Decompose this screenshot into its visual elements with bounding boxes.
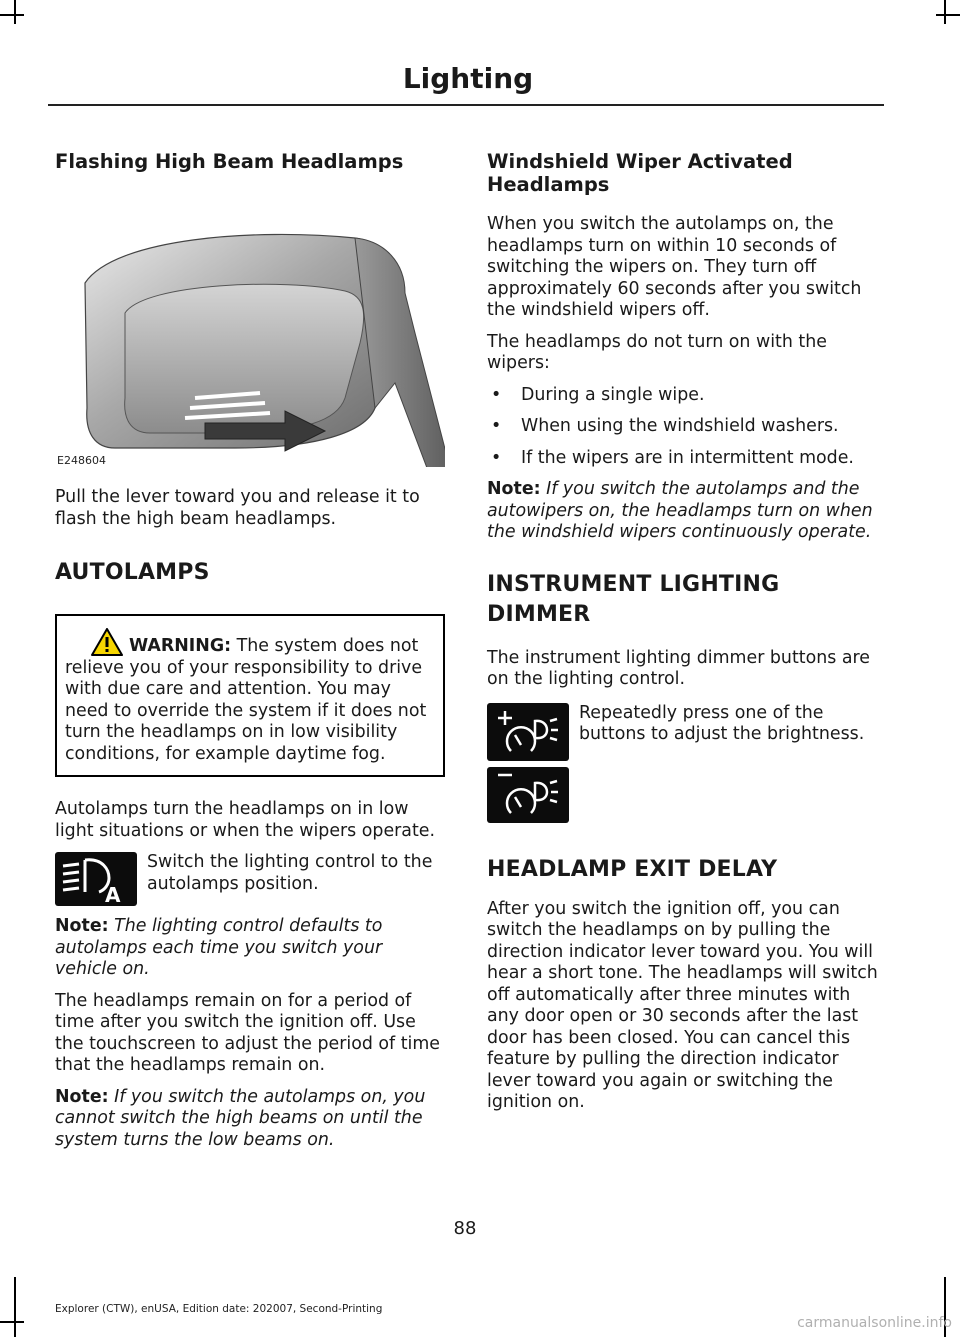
dimmer-buttons-row bbox=[487, 703, 881, 823]
crop-mark bbox=[14, 1277, 16, 1337]
lever-diagram-image bbox=[55, 193, 445, 467]
crop-mark bbox=[944, 0, 946, 24]
crop-mark bbox=[936, 14, 960, 16]
warning-box bbox=[55, 614, 445, 777]
note-autowipers bbox=[487, 479, 881, 544]
flash-instruction: Pull the lever toward you and release it to flash the high beam headlamps. bbox=[55, 487, 420, 529]
autolamps-icon bbox=[55, 852, 137, 906]
note-label: Note: bbox=[55, 1086, 109, 1107]
site-watermark: carmanualsonline.info bbox=[797, 1315, 952, 1331]
list-item: • When using the windshield washers. bbox=[487, 416, 881, 438]
figure-id: E248604 bbox=[57, 454, 106, 467]
warning-label: WARNING: bbox=[129, 636, 232, 656]
exit-delay-heading: HEADLAMP EXIT DELAY bbox=[487, 856, 778, 882]
crop-mark bbox=[14, 0, 16, 24]
wiper-exceptions-list bbox=[487, 385, 881, 470]
list-item: • During a single wipe. bbox=[487, 385, 881, 407]
mirror-lever-illustration bbox=[55, 193, 445, 467]
dimmer-heading-line2: DIMMER bbox=[487, 601, 591, 627]
edition-footer: Explorer (CTW), enUSA, Edition date: 202007, Second-Printing bbox=[55, 1303, 383, 1315]
right-column bbox=[487, 140, 881, 1114]
note-text: If you switch the autolamps and the autowipers on, the headlamps turn on when the windshield wipers continuously operate. bbox=[487, 479, 873, 542]
page-number: 88 bbox=[453, 1218, 477, 1239]
note-label: Note: bbox=[55, 916, 109, 936]
crop-mark bbox=[0, 1321, 24, 1323]
left-column bbox=[55, 140, 447, 1151]
dimmer-heading-line1: INSTRUMENT LIGHTING bbox=[487, 571, 780, 597]
headlamps-remain-text: The headlamps remain on for a period of time after you switch the ignition off. Use the touchscreen to adjust the period of time that the headlamps remain on. bbox=[55, 990, 440, 1075]
header-divider bbox=[48, 104, 884, 106]
exit-delay-description: After you switch the ignition off, you can switch the headlamps on by pulling the direction indicator lever toward you. You will hear a short tone. The headlamps will switch off automatically after three minutes with any door open or 30 seconds after the last door has been closed. You can cancel this feature by pulling the direction indicator lever toward you again or switching the ignition on. bbox=[487, 898, 878, 1112]
dimmer-description: The instrument lighting dimmer buttons are on the lighting control. bbox=[487, 647, 870, 689]
switch-instruction: Switch the lighting control to the autolamps position. bbox=[147, 852, 433, 894]
dimmer-decrease-icon bbox=[487, 767, 569, 823]
warning-text: The system does not relieve you of your responsibility to drive with due care and attention. You may need to override the system if it does not turn the headlamps on in low visibility conditions, for example daytime fog. bbox=[65, 636, 427, 764]
autolamps-heading: AUTOLAMPS bbox=[55, 560, 210, 585]
autolamps-description: Autolamps turn the headlamps on in low light situations or when the wipers operate. bbox=[55, 799, 436, 841]
note-text: The lighting control defaults to autolamps each time you switch your vehicle on. bbox=[55, 916, 383, 979]
page-title: Lighting bbox=[402, 62, 534, 95]
wiper-description: When you switch the autolamps on, the headlamps turn on within 10 seconds of switching the wipers on. They turn off approximately 60 seconds after you switch the windshield wipers off. bbox=[487, 214, 862, 320]
warning-triangle-icon bbox=[91, 628, 123, 656]
note-autolamps-default bbox=[55, 916, 447, 981]
dimmer-increase-icon bbox=[487, 703, 569, 761]
note-high-beams bbox=[55, 1087, 447, 1152]
not-on-text: The headlamps do not turn on with the wipers: bbox=[487, 331, 827, 373]
svg-text:A: A bbox=[105, 883, 121, 906]
wiper-headlamps-heading: Windshield Wiper Activated Headlamps bbox=[487, 150, 793, 196]
crop-mark bbox=[0, 14, 24, 16]
note-text: If you switch the autolamps on, you cannot switch the high beams on until the system turns the low beams on. bbox=[55, 1086, 426, 1150]
press-instruction: Repeatedly press one of the buttons to adjust the brightness. bbox=[579, 702, 865, 744]
autolamps-switch-row bbox=[55, 852, 447, 906]
flashing-high-beam-heading: Flashing High Beam Headlamps bbox=[55, 150, 404, 173]
note-label: Note: bbox=[487, 479, 541, 499]
list-item: • If the wipers are in intermittent mode. bbox=[487, 448, 881, 470]
